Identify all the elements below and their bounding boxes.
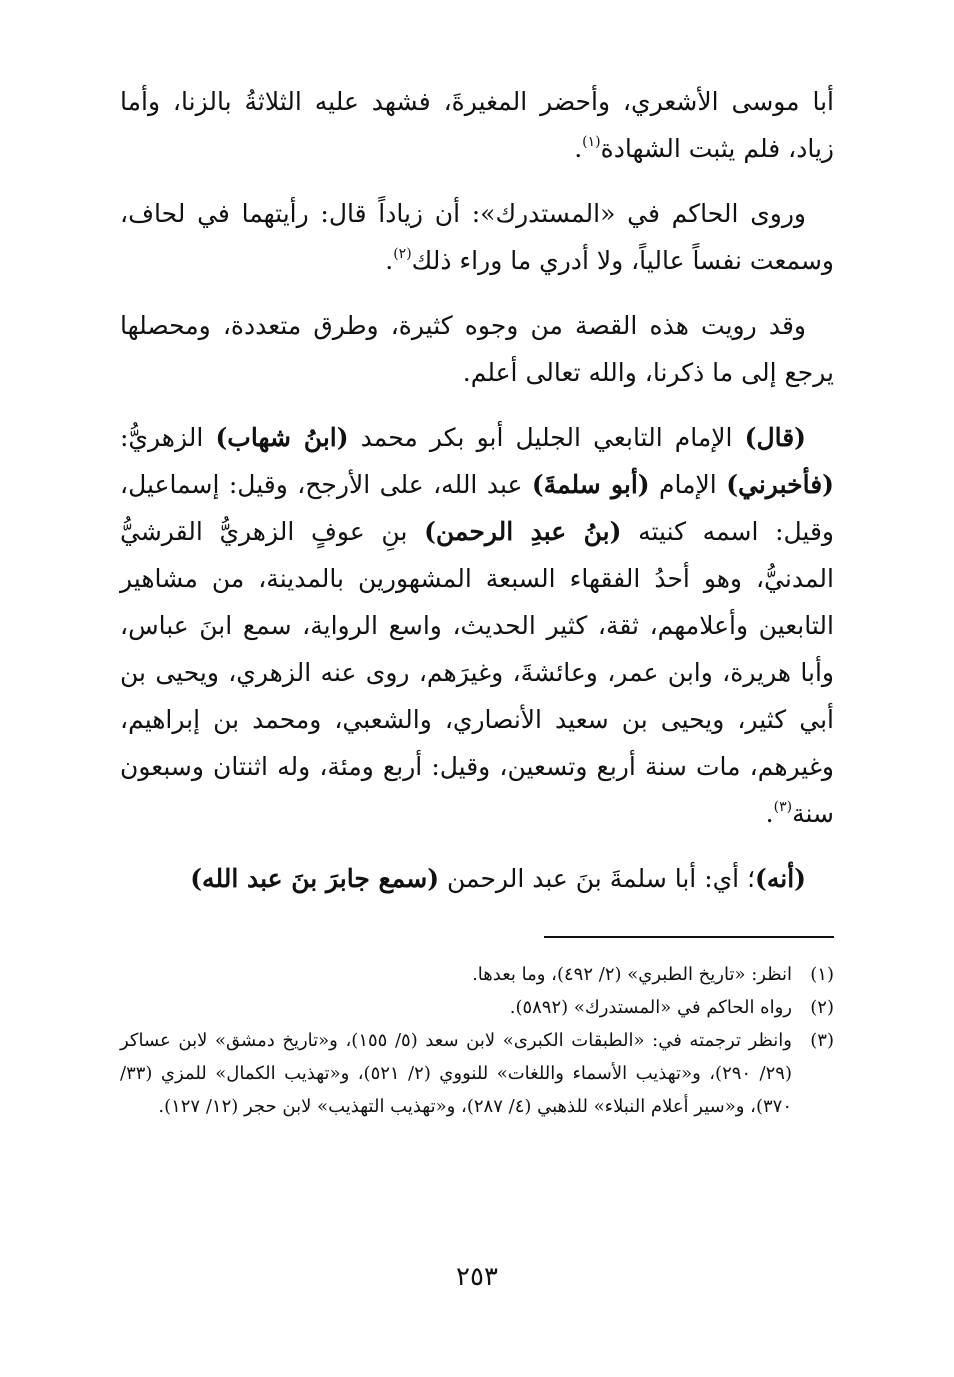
footnote-text: انظر: «تاريخ الطبري» (٢/ ٤٩٢)، وما بعدها. xyxy=(472,964,792,985)
bold-ibn-shihab: (ابنُ شهاب) xyxy=(215,423,349,452)
footnote-3 xyxy=(120,1024,834,1123)
paragraph-4: (قال) الإمام التابعي الجليل أبو بكر محمد (ابنُ شهاب) الزهريُّ: (فأخبرني) الإمام (أبو سلمةَ) عبد الله، على الأرجح، وقيل: إسماعيل، وقيل: اسمه كنيته (بنُ عبدِ الرحمن) بنِ عوفٍ الزهريُّ القرشيُّ المدنيُّ، وهو أحدُ الفقهاء السبعة المشهورين بالمدينة، من مشاهير التابعين وأعلامهم، ثقة، كثير الحديث، واسع الرواية، سمع ابنَ عباس، وأبا هريرة، وابن عمر، وعائشةَ، وغيرَهم، روى عنه الزهري، ويحيى بن أبي كثير، ويحيى بن سعيد الأنصاري، والشعبي، ومحمد بن إبراهيم، وغيرهم، مات سنة أربع وتسعين، وقيل: أربع ومئة، وله اثنتان وسبعون سنة$^{(٣)}$. xyxy=(120,423,835,828)
bold-ibn-abd-al-rahman: (بنُ عبدِ الرحمن) xyxy=(424,517,622,546)
paragraph-3: وقد رويت هذه القصة من وجوه كثيرة، وطرق متعددة، ومحصلها يرجع إلى ما ذكرنا، والله تعالى أعلم. xyxy=(120,311,834,387)
footnotes xyxy=(120,958,834,1123)
paragraph-2: وروى الحاكم في «المستدرك»: أن زياداً قال: رأيتهما في لحاف، وسمعت نفساً عالياً، ولا أدري ما وراء ذلك$^{(٢)}$. xyxy=(120,199,834,275)
bold-qala: (قال) xyxy=(744,423,806,452)
footnote-text: وانظر ترجمته في: «الطبقات الكبرى» لابن سعد (٥/ ١٥٥)، و«تاريخ دمشق» لابن عساكر (٢٩/ ٢٩٠)، و«تهذيب الأسماء واللغات» للنووي (٢/ ٥٢١)، و«تهذيب الكمال» للمزي (٣٣/ ٣٧٠)، و«سير أعلام النبلاء» للذهبي (٤/ ٢٨٧)، و«تهذيب التهذيب» لابن حجر (١٢/ ١٢٧). xyxy=(120,1030,793,1117)
footnote-2 xyxy=(120,991,834,1024)
page-number: ٢٥٣ xyxy=(456,1262,498,1292)
main-text xyxy=(120,78,834,902)
footnote-text: رواه الحاكم في «المستدرك» (٥٨٩٢). xyxy=(509,997,792,1018)
footnote-number: (١) xyxy=(810,964,834,985)
footnote-divider xyxy=(544,936,834,938)
footnote-ref-3[interactable]: (٣) xyxy=(773,799,793,815)
footnote-ref-2[interactable]: (٢) xyxy=(393,246,412,262)
bold-abu-salama: (أبو سلمةَ) xyxy=(531,470,650,499)
bold-annahu: (أنه) xyxy=(755,864,806,893)
bold-fa-akhbarani: (فأخبرني) xyxy=(726,470,834,499)
paragraph-1: أبا موسى الأشعري، وأحضر المغيرةَ، فشهد عليه الثلاثةُ بالزنا، وأما زياد، فلم يثبت الشهادة$^{(١)}$. xyxy=(120,87,834,163)
footnote-number: (٣) xyxy=(810,1030,834,1051)
footnote-1 xyxy=(120,958,834,991)
bold-samia-jabir: (سمع جابرَ بنَ عبد الله) xyxy=(190,864,440,893)
footnote-number: (٢) xyxy=(810,997,834,1018)
paragraph-5: (أنه)؛ أي: أبا سلمةَ بنَ عبد الرحمن (سمع جابرَ بنَ عبد الله) xyxy=(190,864,806,893)
footnote-ref-1[interactable]: (١) xyxy=(582,134,601,150)
